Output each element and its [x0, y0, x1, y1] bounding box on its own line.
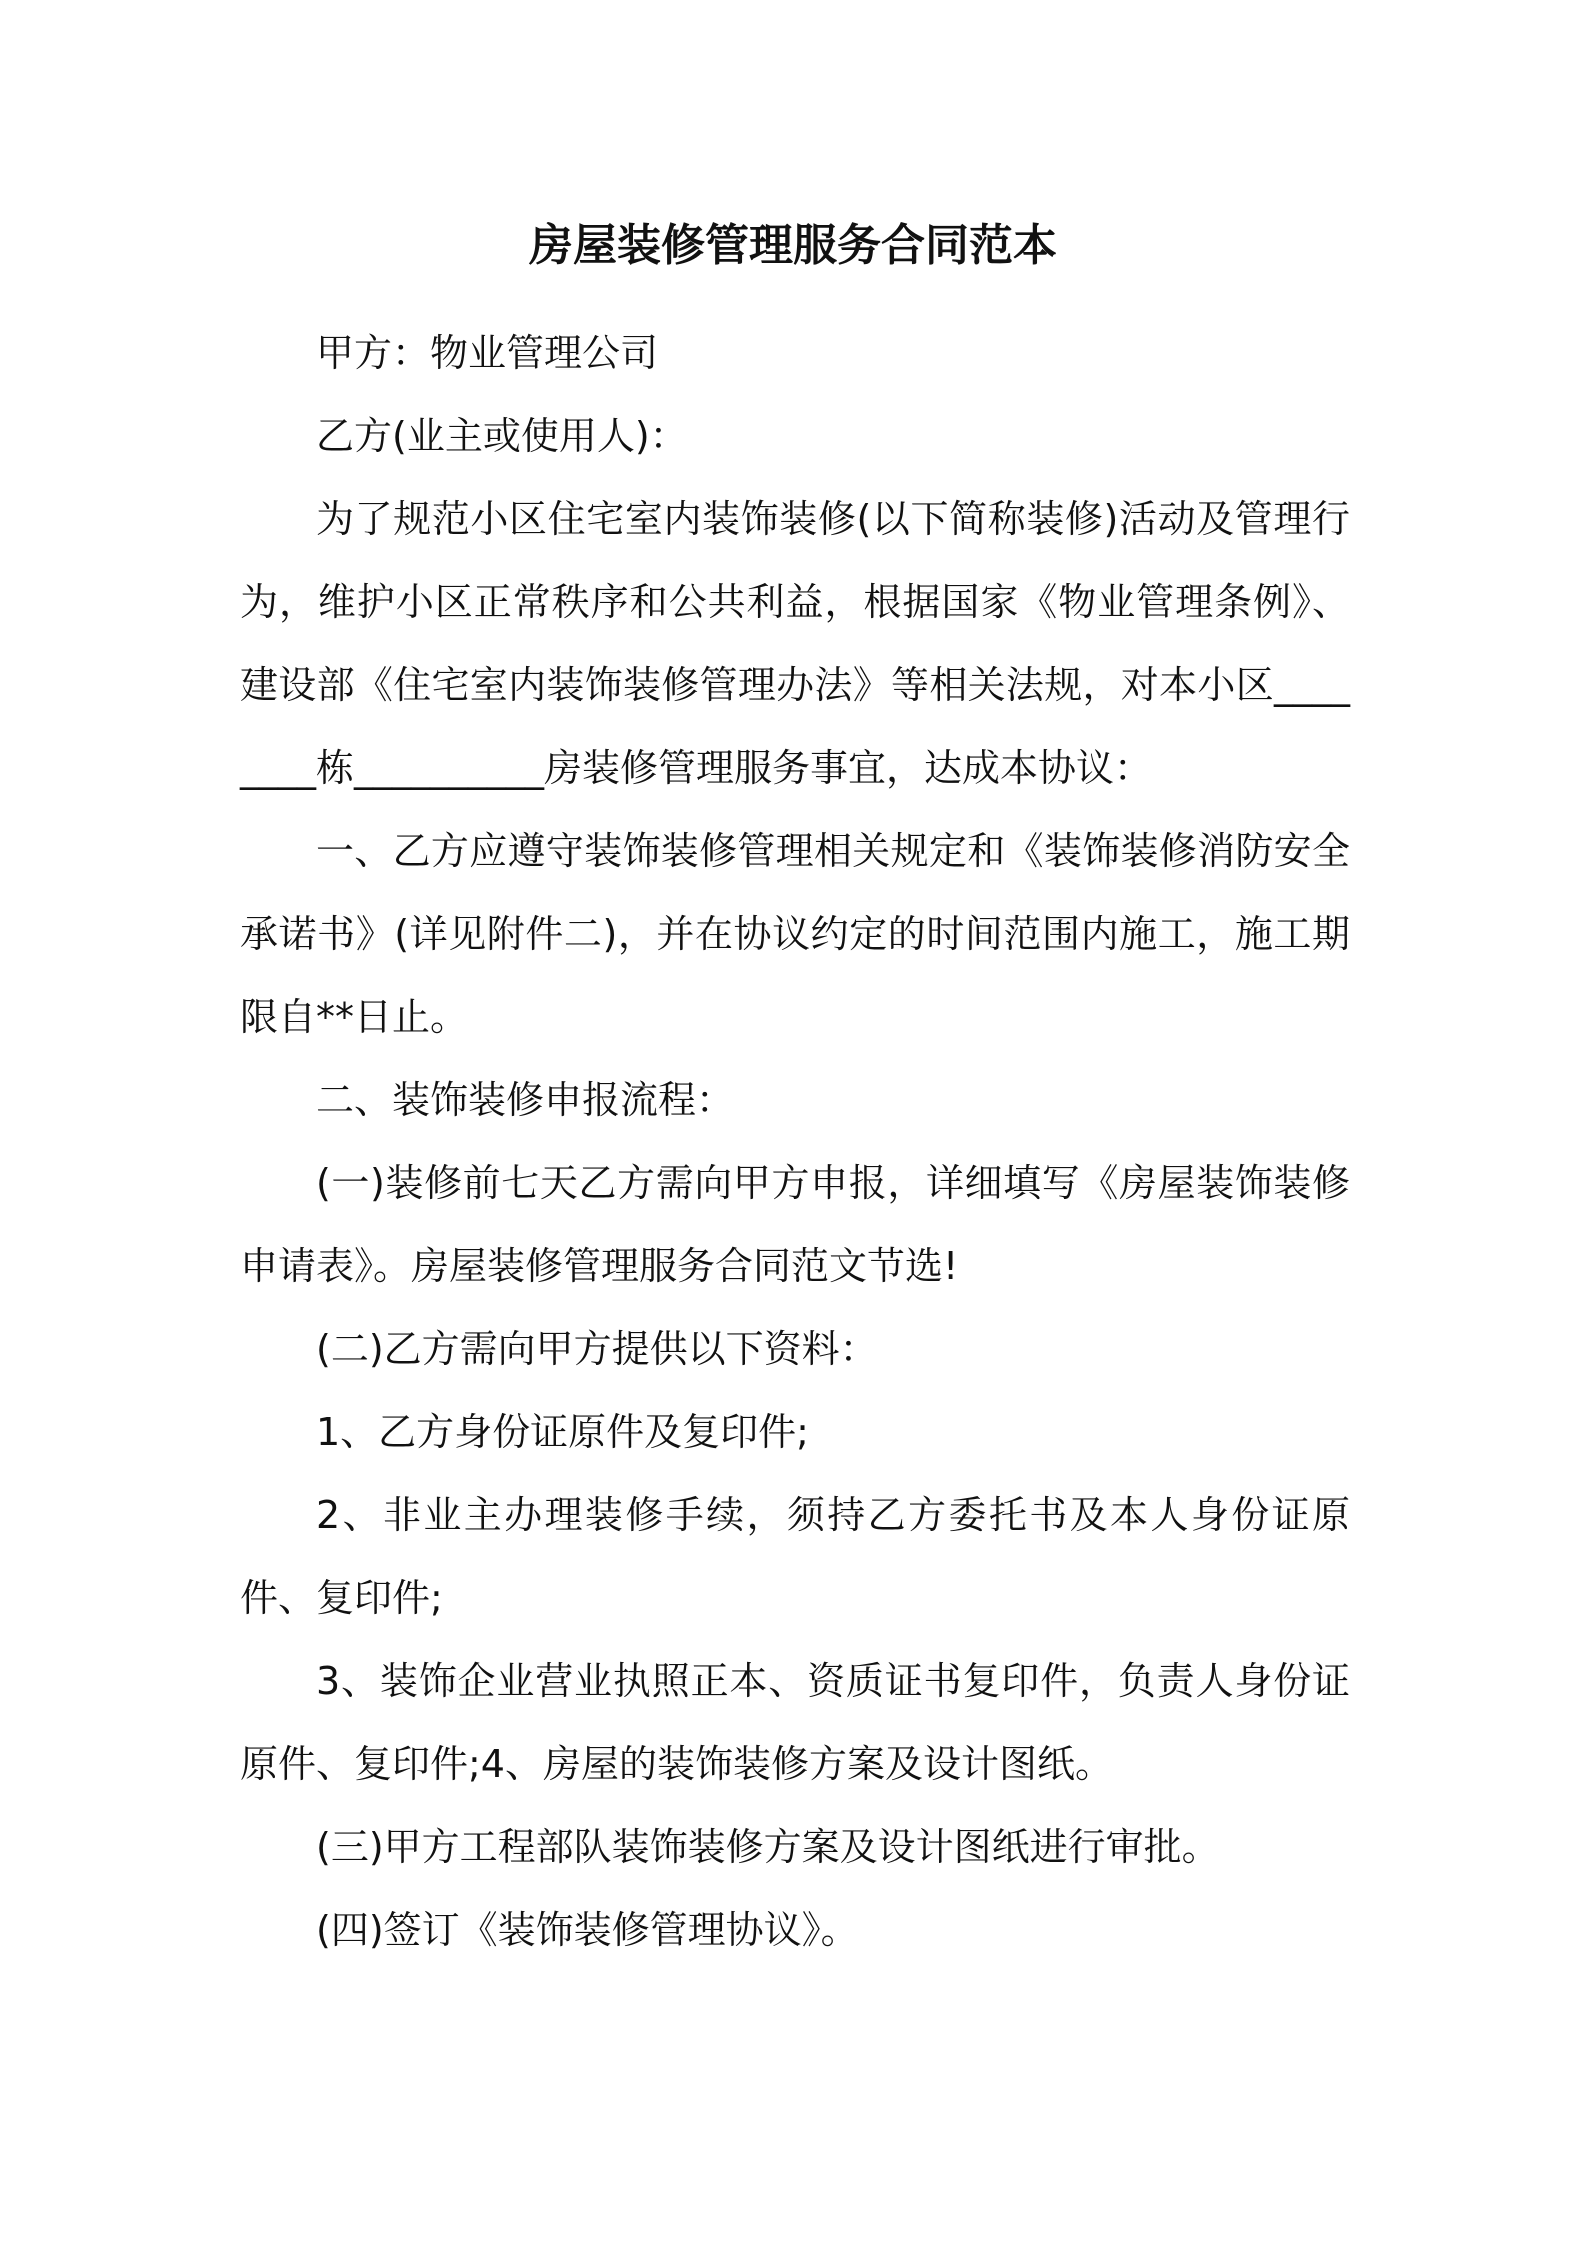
- party-a-line: 甲方：物业管理公司: [316, 331, 659, 375]
- party-b-line: 乙方(业主或使用人)：: [316, 414, 688, 458]
- materials-item-2: 2、非业主办理装修手续，须持乙方委托书及本人身份证原件、复印件;: [240, 1493, 1350, 1620]
- clause-two-item-1: (一)装修前七天乙方需向甲方申报，详细填写《房屋装饰装修申请表》。房屋装修管理服务合同范文节选!: [240, 1161, 1350, 1288]
- clause-two-item-3: (三)甲方工程部队装饰装修方案及设计图纸进行审批。: [316, 1825, 1220, 1869]
- preamble-paragraph: 为了规范小区住宅室内装饰装修(以下简称装修)活动及管理行为，维护小区正常秩序和公共利益，根据国家《物业管理条例》、建设部《住宅室内装饰装修管理办法》等相关法规，对本小区________栋__________房装修管理服务事宜，达成本协议：: [240, 497, 1350, 790]
- clause-one: 一、乙方应遵守装饰装修管理相关规定和《装饰装修消防安全承诺书》(详见附件二)，并在协议约定的时间范围内施工，施工期限自**日止。: [240, 829, 1350, 1039]
- materials-item-1: 1、乙方身份证原件及复印件;: [316, 1410, 809, 1454]
- document-body: [240, 312, 1350, 1972]
- clause-two-heading: 二、装饰装修申报流程：: [316, 1078, 735, 1122]
- document-title: 房屋装修管理服务合同范本: [529, 220, 1057, 271]
- clause-two-item-2: (二)乙方需向甲方提供以下资料：: [316, 1327, 878, 1371]
- materials-item-3-4: 3、装饰企业营业执照正本、资质证书复印件，负责人身份证原件、复印件;4、房屋的装饰装修方案及设计图纸。: [240, 1659, 1350, 1786]
- clause-two-item-4: (四)签订《装饰装修管理协议》。: [316, 1908, 859, 1952]
